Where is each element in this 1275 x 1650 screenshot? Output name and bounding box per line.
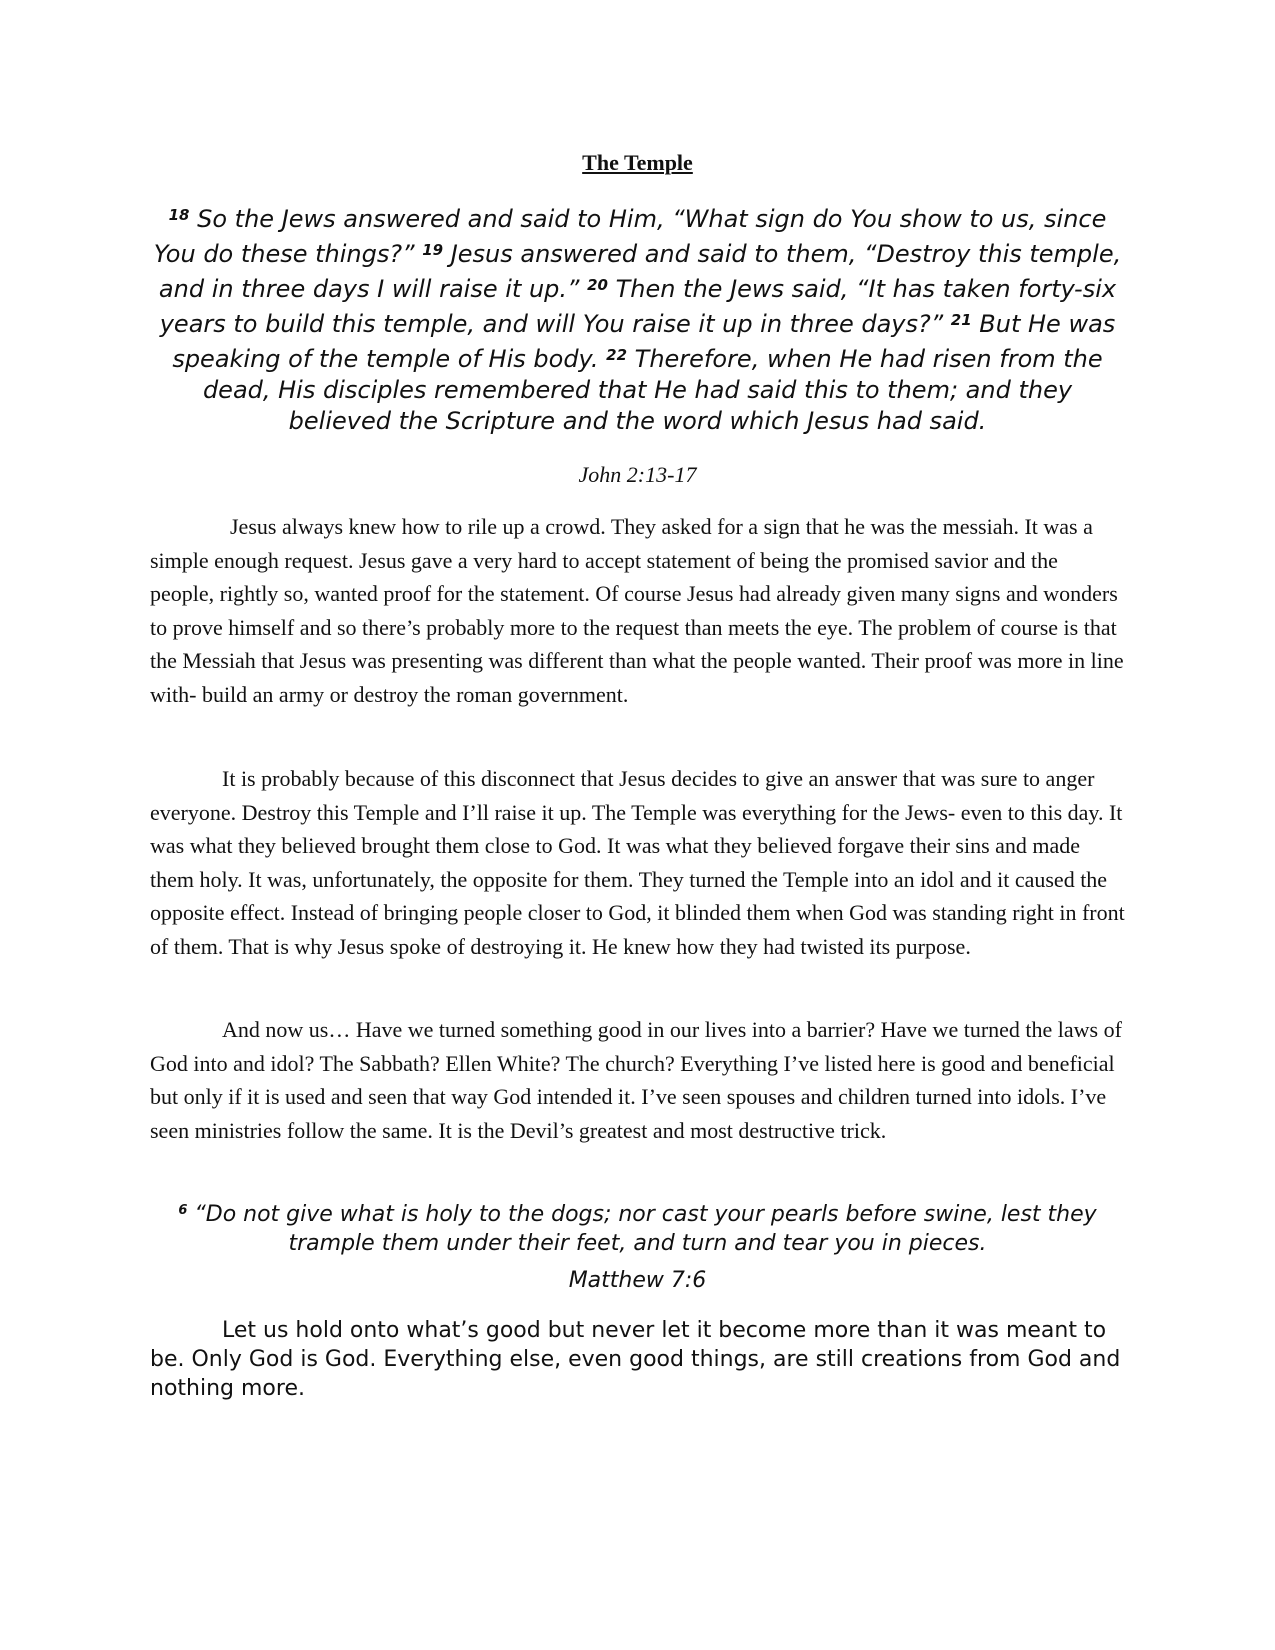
verse-number: 21: [950, 311, 972, 329]
verse-text: “Do not give what is holy to the dogs; nor cast your pearls before swine, lest they trample them under their feet, and turn and tear you in pieces.: [187, 1202, 1097, 1256]
body-paragraph: And now us… Have we turned something good in our lives into a barrier? Have we turned the laws of God into and idol? The Sabbath? Ellen White? The church? Everything I’ve listed here is good and beneficial but only if it is used and seen that way God intended it. I’ve seen spouses and children turned into idols. I’ve seen ministries follow the same. It is the Devil’s greatest and most destructive trick.: [150, 1017, 1122, 1143]
verse-number: 22: [606, 346, 628, 364]
verse-text: Then the Jews said, “It has taken forty-six years to build this temple, and will You raise it up in three days?”: [159, 275, 1117, 338]
scripture-reference-2: Matthew 7:6: [568, 1268, 707, 1293]
closing-paragraph: Let us hold onto what’s good but never let it become more than it was meant to be. Only God is God. Everything else, even good things, are still creations from God and nothing more.: [150, 1318, 1121, 1401]
body-paragraph: Jesus always knew how to rile up a crowd. They asked for a sign that he was the messiah. It was a simple enough request. Jesus gave a very hard to accept statement of being the promised savior and the people, rightly so, wanted proof for the statement. Of course Jesus had already given many signs and wonders to prove himself and so there’s probably more to the request than meets the eye. The problem of course is that the Messiah that Jesus was presenting was different than what the people wanted. Their proof was more in line with- build an army or destroy the roman government.: [150, 514, 1124, 707]
body-paragraph: It is probably because of this disconnect that Jesus decides to give an answer that was sure to anger everyone. Destroy this Temple and I’ll raise it up. The Temple was everything for the Jews- even to this day. It was what they believed brought them close to God. It was what they believed forgave their sins and made them holy. It was, unfortunately, the opposite for them. They turned the Temple into an idol and it caused the opposite effect. Instead of bringing people closer to God, it blinded them when God was standing right in front of them. That is why Jesus spoke of destroying it. He knew how they had twisted its purpose.: [150, 766, 1125, 959]
scripture-passage-2: [150, 1196, 1125, 1258]
verse-text: Therefore, when He had risen from the dead, His disciples remembered that He had said this to them; and they believed the Scripture and the word which Jesus had said.: [202, 345, 1103, 435]
verse-number: 6: [178, 1203, 188, 1218]
verse-text: Jesus answered and said to them, “Destroy this temple, and in three days I will raise it up.”: [158, 240, 1122, 303]
page-title: The Temple: [582, 150, 693, 175]
scripture-passage: [150, 200, 1125, 437]
verse-text: So the Jews answered and said to Him, “What sign do You show to us, since You do these things?”: [153, 205, 1107, 268]
verse-number: 20: [587, 276, 608, 294]
verse-number: 19: [422, 241, 444, 259]
verse-number: 18: [168, 206, 190, 224]
verse-text: But He was speaking of the temple of His body.: [172, 310, 1116, 373]
scripture-reference: John 2:13-17: [578, 462, 697, 487]
